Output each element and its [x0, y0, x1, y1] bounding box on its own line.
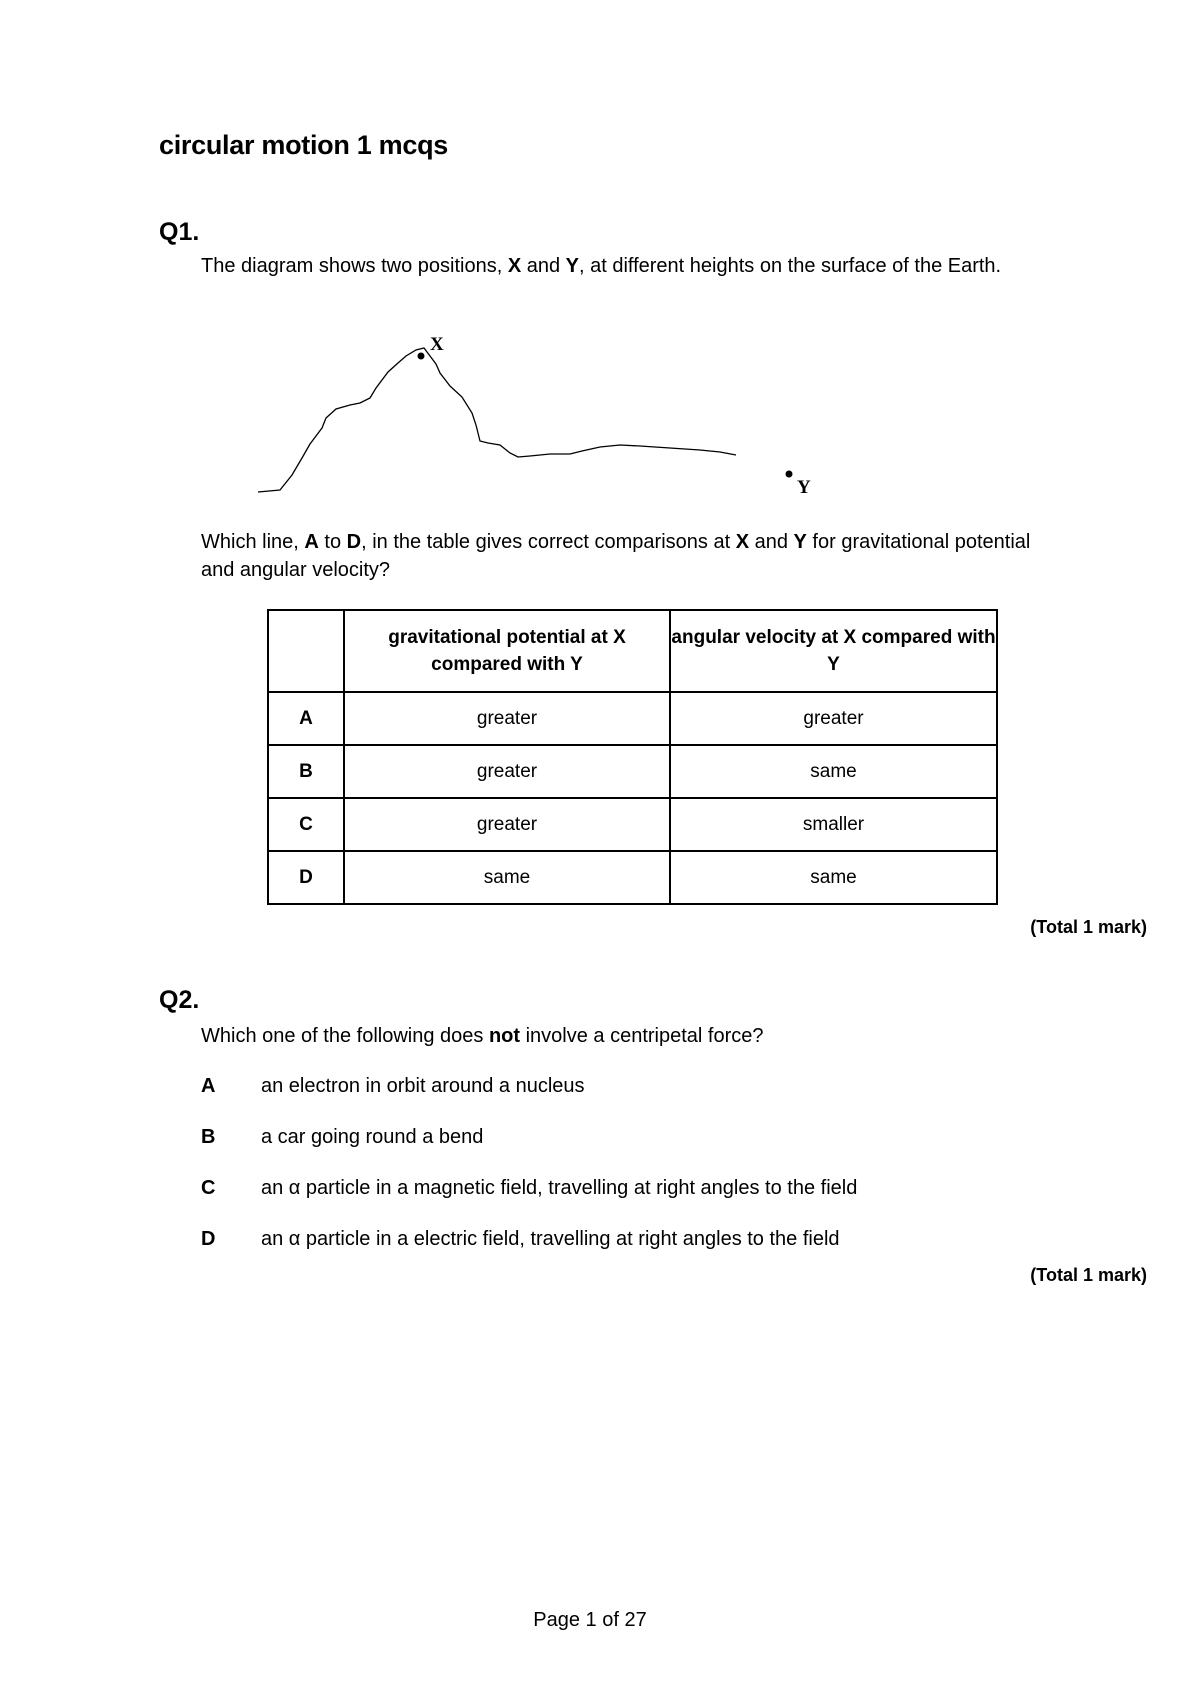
option-c: [201, 1177, 857, 1200]
label-x: X: [430, 334, 444, 355]
option-d: [201, 1228, 840, 1251]
option-letter: A: [201, 1075, 216, 1097]
option-b: [201, 1126, 483, 1149]
table-row: [268, 692, 997, 745]
document-title: circular motion 1 mcqs: [159, 130, 448, 160]
q1-heading: Q1.: [159, 218, 200, 246]
q2-total-mark: (Total 1 mark): [1030, 1265, 1147, 1285]
q2-heading: Q2.: [159, 986, 200, 1014]
option-text: a car going round a bend: [261, 1126, 484, 1148]
q2-question: Which one of the following does not involve a centripetal force?: [201, 1025, 764, 1047]
row-letter: B: [268, 745, 344, 798]
row-letter: C: [268, 798, 344, 851]
q1-total-mark: (Total 1 mark): [1030, 917, 1147, 937]
row-gp-value: same: [344, 851, 670, 904]
header-gravitational-potential: gravitational potential at X compared with Y: [344, 610, 670, 692]
row-letter: A: [268, 692, 344, 745]
row-av-value: same: [670, 851, 997, 904]
row-av-value: greater: [670, 692, 997, 745]
table-row: [268, 745, 997, 798]
earth-surface-curve: [258, 348, 736, 492]
table-row: [268, 798, 997, 851]
option-text: an electron in orbit around a nucleus: [261, 1075, 585, 1097]
earth-surface-diagram: [240, 320, 840, 505]
answer-table: [267, 609, 998, 905]
page-footer: Page 1 of 27: [533, 1609, 647, 1631]
label-y: Y: [797, 477, 811, 498]
option-letter: B: [201, 1126, 216, 1148]
option-text: an α particle in a electric field, travelling at right angles to the field: [261, 1228, 840, 1250]
table-header-row: [268, 610, 997, 692]
row-gp-value: greater: [344, 692, 670, 745]
option-a: [201, 1075, 585, 1098]
q1-question: Which line, A to D, in the table gives correct comparisons at X and Y for gravitational potential and angular velocity?: [201, 531, 1031, 581]
option-text: an α particle in a magnetic field, travelling at right angles to the field: [261, 1177, 858, 1199]
row-av-value: same: [670, 745, 997, 798]
row-gp-value: greater: [344, 745, 670, 798]
row-av-value: smaller: [670, 798, 997, 851]
row-letter: D: [268, 851, 344, 904]
table-row: [268, 851, 997, 904]
header-angular-velocity: angular velocity at X compared with Y: [670, 610, 997, 692]
point-x-marker: [418, 353, 425, 360]
row-gp-value: greater: [344, 798, 670, 851]
option-letter: D: [201, 1228, 216, 1250]
q1-intro: The diagram shows two positions, X and Y, at different heights on the surface of the Earth.: [201, 255, 1002, 277]
point-y-marker: [786, 471, 793, 478]
option-letter: C: [201, 1177, 216, 1199]
header-blank: [268, 610, 344, 692]
